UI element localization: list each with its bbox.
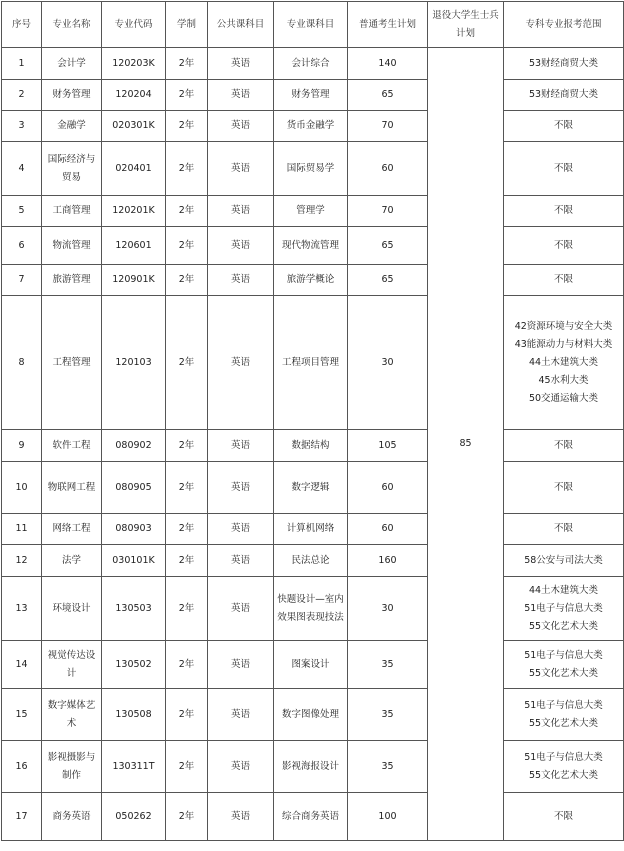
- cell-regular-plan: 65: [348, 265, 428, 296]
- cell-major-name: 法学: [42, 545, 102, 577]
- cell-scope: [504, 196, 624, 227]
- enrollment-plan-table: [1, 1, 624, 841]
- cell-public-course: 英语: [208, 689, 274, 741]
- scope-item: 不限: [553, 523, 573, 534]
- cell-major-name: 金融学: [42, 111, 102, 142]
- table-row: [2, 641, 624, 689]
- cell-duration: 2年: [166, 793, 208, 841]
- cell-regular-plan: 35: [348, 689, 428, 741]
- cell-major-course: 货币金融学: [274, 111, 348, 142]
- cell-duration: 2年: [166, 48, 208, 80]
- table-row: [2, 462, 624, 514]
- cell-regular-plan: 30: [348, 296, 428, 430]
- cell-index: 7: [2, 265, 42, 296]
- header-major-code: 专业代码: [102, 2, 166, 48]
- scope-item: 53财经商贸大类: [528, 57, 599, 69]
- cell-major-course: 财务管理: [274, 80, 348, 111]
- cell-major-code: 080903: [102, 514, 166, 545]
- cell-scope: [504, 265, 624, 296]
- cell-scope: [504, 641, 624, 689]
- scope-item: 45水利大类: [538, 374, 589, 386]
- cell-major-code: 120201K: [102, 196, 166, 227]
- header-scope: 专科专业报考范围: [504, 2, 624, 48]
- cell-duration: 2年: [166, 265, 208, 296]
- scope-item: 不限: [553, 481, 573, 493]
- cell-major-course: 数据结构: [274, 430, 348, 462]
- scope-item: 42资源环境与安全大类: [514, 320, 613, 332]
- header-duration: 学制: [166, 2, 208, 48]
- cell-index: 6: [2, 227, 42, 265]
- table-row: [2, 48, 624, 80]
- scope-item: 不限: [553, 120, 573, 131]
- cell-index: 10: [2, 462, 42, 514]
- table-row: [2, 514, 624, 545]
- scope-item: 不限: [553, 205, 573, 216]
- cell-major-code: 130503: [102, 577, 166, 641]
- cell-index: 2: [2, 80, 42, 111]
- cell-major-code: 130502: [102, 641, 166, 689]
- cell-public-course: 英语: [208, 296, 274, 430]
- cell-scope: [504, 430, 624, 462]
- cell-major-code: 030101K: [102, 545, 166, 577]
- cell-scope: [504, 227, 624, 265]
- cell-major-name: 网络工程: [42, 514, 102, 545]
- cell-public-course: 英语: [208, 111, 274, 142]
- cell-scope: [504, 462, 624, 514]
- cell-duration: 2年: [166, 196, 208, 227]
- cell-public-course: 英语: [208, 577, 274, 641]
- cell-scope: [504, 48, 624, 80]
- cell-duration: 2年: [166, 545, 208, 577]
- cell-index: 12: [2, 545, 42, 577]
- cell-major-course: 旅游学概论: [274, 265, 348, 296]
- table-row: [2, 80, 624, 111]
- scope-item: 55文化艺术大类: [528, 667, 599, 679]
- scope-item: 不限: [553, 239, 573, 251]
- cell-major-name: 国际经济与贸易: [42, 142, 102, 196]
- scope-item: 不限: [553, 439, 573, 451]
- cell-major-name: 财务管理: [42, 80, 102, 111]
- cell-index: 3: [2, 111, 42, 142]
- cell-public-course: 英语: [208, 142, 274, 196]
- table-row: [2, 111, 624, 142]
- scope-item: 55文化艺术大类: [528, 769, 599, 781]
- cell-major-course: 数字图像处理: [274, 689, 348, 741]
- scope-item: 51电子与信息大类: [524, 751, 603, 763]
- cell-major-code: 080905: [102, 462, 166, 514]
- cell-major-course: 影视海报设计: [274, 741, 348, 793]
- cell-regular-plan: 100: [348, 793, 428, 841]
- cell-public-course: 英语: [208, 741, 274, 793]
- cell-regular-plan: 70: [348, 111, 428, 142]
- header-major-name: 专业名称: [42, 2, 102, 48]
- cell-regular-plan: 65: [348, 80, 428, 111]
- cell-major-course: 会计综合: [274, 48, 348, 80]
- cell-scope: [504, 514, 624, 545]
- cell-major-code: 120203K: [102, 48, 166, 80]
- cell-index: 14: [2, 641, 42, 689]
- cell-major-code: 050262: [102, 793, 166, 841]
- cell-duration: 2年: [166, 689, 208, 741]
- scope-item: 55文化艺术大类: [528, 717, 599, 729]
- cell-regular-plan: 30: [348, 577, 428, 641]
- cell-regular-plan: 35: [348, 741, 428, 793]
- header-index: 序号: [2, 2, 42, 48]
- cell-major-code: 130311T: [102, 741, 166, 793]
- scope-item: 51电子与信息大类: [524, 699, 603, 711]
- table-row: [2, 430, 624, 462]
- cell-major-course: 民法总论: [274, 545, 348, 577]
- cell-major-code: 120103: [102, 296, 166, 430]
- cell-major-course: 综合商务英语: [274, 793, 348, 841]
- cell-duration: 2年: [166, 430, 208, 462]
- table-row: [2, 265, 624, 296]
- cell-major-course: 国际贸易学: [274, 142, 348, 196]
- cell-index: 8: [2, 296, 42, 430]
- cell-major-name: 数字媒体艺术: [42, 689, 102, 741]
- cell-major-code: 080902: [102, 430, 166, 462]
- table-row: [2, 545, 624, 577]
- cell-major-course: 现代物流管理: [274, 227, 348, 265]
- cell-public-course: 英语: [208, 545, 274, 577]
- cell-major-course: 快题设计—室内效果图表现技法: [274, 577, 348, 641]
- scope-item: 50交通运输大类: [528, 392, 599, 404]
- cell-regular-plan: 35: [348, 641, 428, 689]
- cell-major-course: 管理学: [274, 196, 348, 227]
- scope-item: 不限: [553, 274, 573, 285]
- cell-duration: 2年: [166, 142, 208, 196]
- cell-major-name: 物流管理: [42, 227, 102, 265]
- cell-scope: [504, 80, 624, 111]
- table-row: [2, 577, 624, 641]
- header-major-course: 专业课科目: [274, 2, 348, 48]
- cell-index: 5: [2, 196, 42, 227]
- cell-regular-plan: 160: [348, 545, 428, 577]
- cell-major-code: 020301K: [102, 111, 166, 142]
- cell-index: 4: [2, 142, 42, 196]
- cell-regular-plan: 70: [348, 196, 428, 227]
- cell-index: 16: [2, 741, 42, 793]
- cell-scope: [504, 793, 624, 841]
- scope-item: 不限: [553, 810, 573, 822]
- cell-public-course: 英语: [208, 227, 274, 265]
- cell-major-code: 020401: [102, 142, 166, 196]
- scope-item: 55文化艺术大类: [528, 620, 599, 632]
- cell-major-name: 会计学: [42, 48, 102, 80]
- cell-public-course: 英语: [208, 462, 274, 514]
- cell-public-course: 英语: [208, 430, 274, 462]
- table-row: [2, 296, 624, 430]
- table-row: [2, 227, 624, 265]
- cell-index: 9: [2, 430, 42, 462]
- cell-major-name: 影视摄影与制作: [42, 741, 102, 793]
- scope-item: 不限: [553, 162, 573, 174]
- cell-major-course: 工程项目管理: [274, 296, 348, 430]
- cell-major-course: 数字逻辑: [274, 462, 348, 514]
- cell-public-course: 英语: [208, 514, 274, 545]
- cell-scope: [504, 689, 624, 741]
- cell-regular-plan: 60: [348, 514, 428, 545]
- scope-item: 44土木建筑大类: [528, 356, 599, 368]
- cell-major-name: 物联网工程: [42, 462, 102, 514]
- cell-major-name: 工程管理: [42, 296, 102, 430]
- table-row: [2, 741, 624, 793]
- scope-item: 43能源动力与材料大类: [514, 338, 613, 350]
- cell-index: 13: [2, 577, 42, 641]
- cell-public-course: 英语: [208, 641, 274, 689]
- cell-scope: [504, 296, 624, 430]
- cell-regular-plan: 65: [348, 227, 428, 265]
- cell-index: 17: [2, 793, 42, 841]
- cell-duration: 2年: [166, 111, 208, 142]
- cell-major-course: 图案设计: [274, 641, 348, 689]
- cell-scope: [504, 111, 624, 142]
- cell-major-name: 旅游管理: [42, 265, 102, 296]
- cell-major-name: 工商管理: [42, 196, 102, 227]
- cell-major-code: 120601: [102, 227, 166, 265]
- cell-major-name: 视觉传达设计: [42, 641, 102, 689]
- table-row: [2, 689, 624, 741]
- header-row: [2, 2, 624, 48]
- table-row: [2, 142, 624, 196]
- table-row: [2, 793, 624, 841]
- cell-regular-plan: 60: [348, 142, 428, 196]
- cell-scope: [504, 545, 624, 577]
- cell-public-course: 英语: [208, 265, 274, 296]
- cell-duration: 2年: [166, 514, 208, 545]
- cell-veteran-plan: 85: [428, 48, 504, 841]
- cell-index: 11: [2, 514, 42, 545]
- cell-duration: 2年: [166, 641, 208, 689]
- scope-item: 51电子与信息大类: [524, 649, 603, 661]
- cell-scope: [504, 577, 624, 641]
- cell-major-name: 商务英语: [42, 793, 102, 841]
- cell-scope: [504, 741, 624, 793]
- scope-item: 44土木建筑大类: [528, 584, 599, 596]
- cell-index: 15: [2, 689, 42, 741]
- cell-duration: 2年: [166, 227, 208, 265]
- cell-duration: 2年: [166, 577, 208, 641]
- scope-item: 51电子与信息大类: [524, 602, 603, 614]
- cell-major-name: 环境设计: [42, 577, 102, 641]
- cell-public-course: 英语: [208, 48, 274, 80]
- cell-major-course: 计算机网络: [274, 514, 348, 545]
- cell-duration: 2年: [166, 296, 208, 430]
- header-public-course: 公共课科目: [208, 2, 274, 48]
- scope-item: 53财经商贸大类: [528, 89, 599, 100]
- cell-scope: [504, 142, 624, 196]
- cell-major-name: 软件工程: [42, 430, 102, 462]
- table-body: [2, 48, 624, 841]
- header-regular-plan: 普通考生计划: [348, 2, 428, 48]
- cell-major-code: 120204: [102, 80, 166, 111]
- cell-public-course: 英语: [208, 793, 274, 841]
- cell-major-code: 120901K: [102, 265, 166, 296]
- cell-regular-plan: 140: [348, 48, 428, 80]
- cell-major-code: 130508: [102, 689, 166, 741]
- cell-public-course: 英语: [208, 80, 274, 111]
- cell-public-course: 英语: [208, 196, 274, 227]
- cell-duration: 2年: [166, 462, 208, 514]
- cell-duration: 2年: [166, 741, 208, 793]
- header-veteran-plan: 退役大学生士兵计划: [428, 2, 504, 48]
- scope-item: 58公安与司法大类: [524, 554, 603, 566]
- table-row: [2, 196, 624, 227]
- cell-index: 1: [2, 48, 42, 80]
- cell-duration: 2年: [166, 80, 208, 111]
- cell-regular-plan: 60: [348, 462, 428, 514]
- cell-regular-plan: 105: [348, 430, 428, 462]
